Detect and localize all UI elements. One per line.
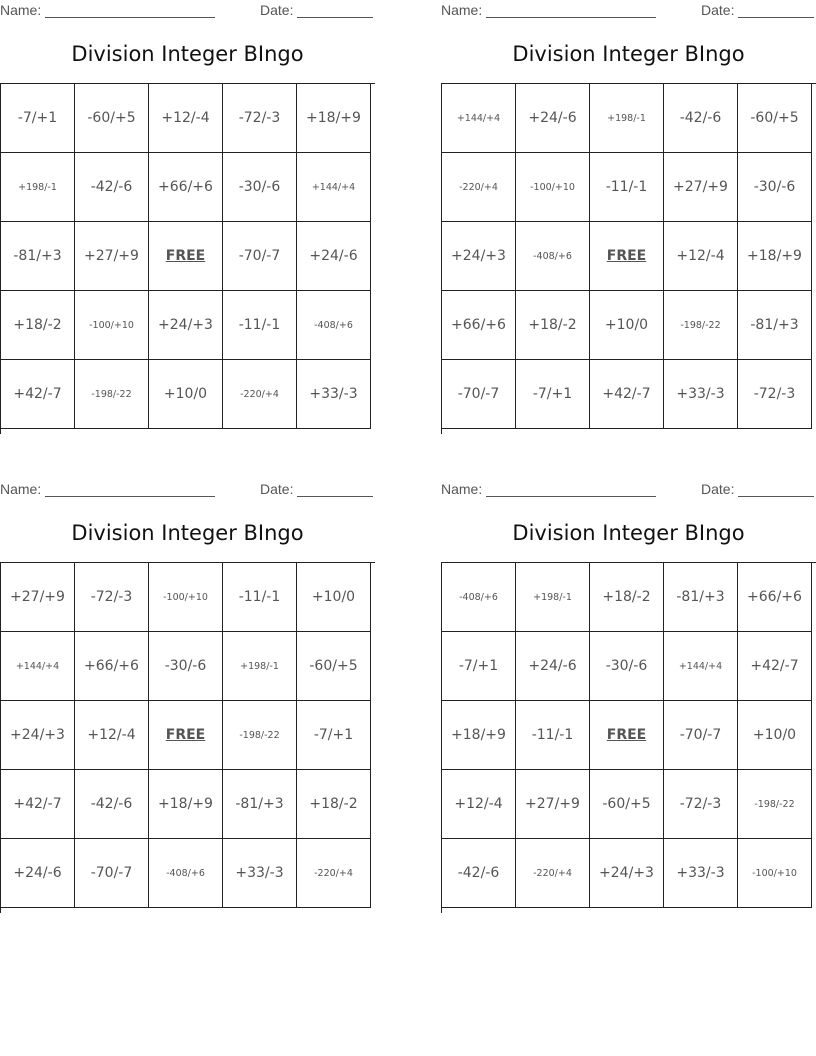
bingo-cell[interactable]: +10/0 [738, 701, 812, 770]
name-label: Name: [0, 2, 42, 18]
bingo-cell[interactable]: +10/0 [149, 360, 223, 429]
bingo-cell[interactable]: -42/-6 [664, 84, 738, 153]
bingo-cell[interactable]: -100/+10 [738, 839, 812, 908]
bingo-cell[interactable]: +66/+6 [75, 632, 149, 701]
bingo-cell[interactable]: -198/-22 [738, 770, 812, 839]
bingo-cell[interactable]: -100/+10 [516, 153, 590, 222]
bingo-cell[interactable]: +27/+9 [664, 153, 738, 222]
bingo-cell[interactable]: -70/-7 [223, 222, 297, 291]
bingo-cell[interactable]: +12/-4 [75, 701, 149, 770]
bingo-cell[interactable]: +10/0 [297, 563, 371, 632]
date-label: Date: [701, 2, 735, 18]
bingo-cell[interactable]: +33/-3 [223, 839, 297, 908]
date-line [738, 482, 814, 497]
bingo-cell[interactable]: +42/-7 [590, 360, 664, 429]
bingo-cell[interactable]: -100/+10 [149, 563, 223, 632]
bingo-cell[interactable]: -7/+1 [516, 360, 590, 429]
bingo-cell[interactable]: +18/+9 [149, 770, 223, 839]
bingo-cell[interactable]: +144/+4 [297, 153, 371, 222]
date-field[interactable] [260, 2, 373, 18]
bingo-cell[interactable]: +12/-4 [664, 222, 738, 291]
bingo-grid [0, 562, 375, 913]
bingo-cell[interactable]: -30/-6 [223, 153, 297, 222]
name-line [486, 3, 656, 18]
bingo-cell[interactable]: +18/-2 [297, 770, 371, 839]
bingo-cell[interactable]: +18/-2 [516, 291, 590, 360]
name-label: Name: [0, 481, 42, 497]
bingo-cell[interactable]: +144/+4 [1, 632, 75, 701]
bingo-cell[interactable]: +33/-3 [297, 360, 371, 429]
date-line [297, 3, 373, 18]
name-field[interactable] [0, 481, 215, 497]
bingo-cell[interactable]: -72/-3 [664, 770, 738, 839]
bingo-cell[interactable]: +198/-1 [516, 563, 590, 632]
bingo-cell[interactable]: +24/-6 [297, 222, 371, 291]
bingo-cell[interactable]: -220/+4 [297, 839, 371, 908]
bingo-cell[interactable]: +144/+4 [442, 84, 516, 153]
bingo-cell[interactable]: -198/-22 [223, 701, 297, 770]
bingo-cell[interactable]: +33/-3 [664, 839, 738, 908]
bingo-cell[interactable]: +18/+9 [442, 701, 516, 770]
bingo-cell[interactable]: -408/+6 [442, 563, 516, 632]
card-header [0, 479, 375, 501]
name-line [486, 482, 656, 497]
bingo-cell[interactable]: +18/+9 [738, 222, 812, 291]
bingo-cell[interactable]: -81/+3 [664, 563, 738, 632]
bingo-cell[interactable]: -81/+3 [738, 291, 812, 360]
bingo-cell[interactable]: +198/-1 [1, 153, 75, 222]
name-field[interactable] [441, 2, 656, 18]
bingo-cell[interactable]: -11/-1 [223, 563, 297, 632]
bingo-cell[interactable]: -408/+6 [297, 291, 371, 360]
card-title: Division Integer BIngo [71, 42, 304, 66]
date-line [738, 3, 814, 18]
bingo-cell[interactable]: +66/+6 [442, 291, 516, 360]
date-label: Date: [701, 481, 735, 497]
bingo-cell[interactable]: -60/+5 [738, 84, 812, 153]
name-field[interactable] [0, 2, 215, 18]
bingo-cell[interactable]: +24/+3 [590, 839, 664, 908]
bingo-cell[interactable]: +24/-6 [516, 632, 590, 701]
bingo-cell[interactable]: -198/-22 [75, 360, 149, 429]
bingo-cell[interactable]: +198/-1 [223, 632, 297, 701]
bingo-cell[interactable]: -42/-6 [442, 839, 516, 908]
name-label: Name: [441, 2, 483, 18]
card-header [0, 0, 375, 22]
bingo-cell[interactable]: -30/-6 [149, 632, 223, 701]
name-field[interactable] [441, 481, 656, 497]
free-space[interactable]: FREE [149, 222, 223, 291]
bingo-cell[interactable]: -42/-6 [75, 153, 149, 222]
bingo-cell[interactable]: +42/-7 [738, 632, 812, 701]
card-header [441, 0, 816, 22]
bingo-cell[interactable]: -72/-3 [738, 360, 812, 429]
date-field[interactable] [701, 2, 814, 18]
name-line [45, 482, 215, 497]
bingo-cell[interactable]: -60/+5 [297, 632, 371, 701]
name-label: Name: [441, 481, 483, 497]
bingo-cell[interactable]: +144/+4 [664, 632, 738, 701]
free-space[interactable]: FREE [590, 222, 664, 291]
date-field[interactable] [260, 481, 373, 497]
date-line [297, 482, 373, 497]
bingo-cell[interactable]: +27/+9 [75, 222, 149, 291]
bingo-cell[interactable]: -70/-7 [442, 360, 516, 429]
bingo-cell[interactable]: -7/+1 [1, 84, 75, 153]
bingo-cell[interactable]: +24/+3 [149, 291, 223, 360]
bingo-card-4 [441, 479, 816, 919]
bingo-cell[interactable]: -70/-7 [75, 839, 149, 908]
bingo-cell[interactable]: -42/-6 [75, 770, 149, 839]
bingo-cell[interactable]: -198/-22 [664, 291, 738, 360]
bingo-cell[interactable]: +24/+3 [1, 701, 75, 770]
bingo-cell[interactable]: -60/+5 [75, 84, 149, 153]
bingo-cell[interactable]: -72/-3 [223, 84, 297, 153]
card-title: Division Integer BIngo [71, 521, 304, 545]
date-label: Date: [260, 2, 294, 18]
bingo-cell[interactable]: -220/+4 [516, 839, 590, 908]
free-space[interactable]: FREE [590, 701, 664, 770]
bingo-cell[interactable]: +12/-4 [442, 770, 516, 839]
bingo-grid [441, 83, 816, 434]
bingo-cell[interactable]: -70/-7 [664, 701, 738, 770]
bingo-cell[interactable]: +66/+6 [738, 563, 812, 632]
bingo-cell[interactable]: +42/-7 [1, 360, 75, 429]
date-field[interactable] [701, 481, 814, 497]
bingo-cell[interactable]: +10/0 [590, 291, 664, 360]
bingo-cell[interactable]: +12/-4 [149, 84, 223, 153]
bingo-cell[interactable]: +198/-1 [590, 84, 664, 153]
bingo-card-3 [0, 479, 375, 919]
bingo-cell[interactable]: +33/-3 [664, 360, 738, 429]
bingo-cell[interactable]: -408/+6 [516, 222, 590, 291]
bingo-cell[interactable]: -11/-1 [516, 701, 590, 770]
bingo-cell[interactable]: +27/+9 [1, 563, 75, 632]
bingo-cell[interactable]: +66/+6 [149, 153, 223, 222]
bingo-cell[interactable]: +42/-7 [1, 770, 75, 839]
bingo-cell[interactable]: +18/-2 [590, 563, 664, 632]
bingo-cell[interactable]: -81/+3 [1, 222, 75, 291]
card-header [441, 479, 816, 501]
bingo-card-1 [0, 0, 375, 440]
bingo-cell[interactable]: -60/+5 [590, 770, 664, 839]
bingo-grid [0, 83, 375, 434]
card-title: Division Integer BIngo [512, 521, 745, 545]
name-line [45, 3, 215, 18]
bingo-card-2 [441, 0, 816, 440]
bingo-cell[interactable]: +24/-6 [1, 839, 75, 908]
bingo-cell[interactable]: -7/+1 [297, 701, 371, 770]
bingo-cell[interactable]: -408/+6 [149, 839, 223, 908]
bingo-cell[interactable]: -11/-1 [590, 153, 664, 222]
bingo-cell[interactable]: +18/-2 [1, 291, 75, 360]
bingo-cell[interactable]: -7/+1 [442, 632, 516, 701]
bingo-cell[interactable]: -72/-3 [75, 563, 149, 632]
bingo-cell[interactable]: +24/-6 [516, 84, 590, 153]
bingo-cell[interactable]: -100/+10 [75, 291, 149, 360]
free-space[interactable]: FREE [149, 701, 223, 770]
bingo-grid [441, 562, 816, 913]
date-label: Date: [260, 481, 294, 497]
bingo-cell[interactable]: -11/-1 [223, 291, 297, 360]
bingo-cell[interactable]: -30/-6 [738, 153, 812, 222]
bingo-cell[interactable]: -220/+4 [223, 360, 297, 429]
bingo-cell[interactable]: -220/+4 [442, 153, 516, 222]
bingo-cell[interactable]: +27/+9 [516, 770, 590, 839]
bingo-cell[interactable]: -81/+3 [223, 770, 297, 839]
bingo-cell[interactable]: +18/+9 [297, 84, 371, 153]
bingo-cell[interactable]: -30/-6 [590, 632, 664, 701]
card-title: Division Integer BIngo [512, 42, 745, 66]
bingo-cell[interactable]: +24/+3 [442, 222, 516, 291]
